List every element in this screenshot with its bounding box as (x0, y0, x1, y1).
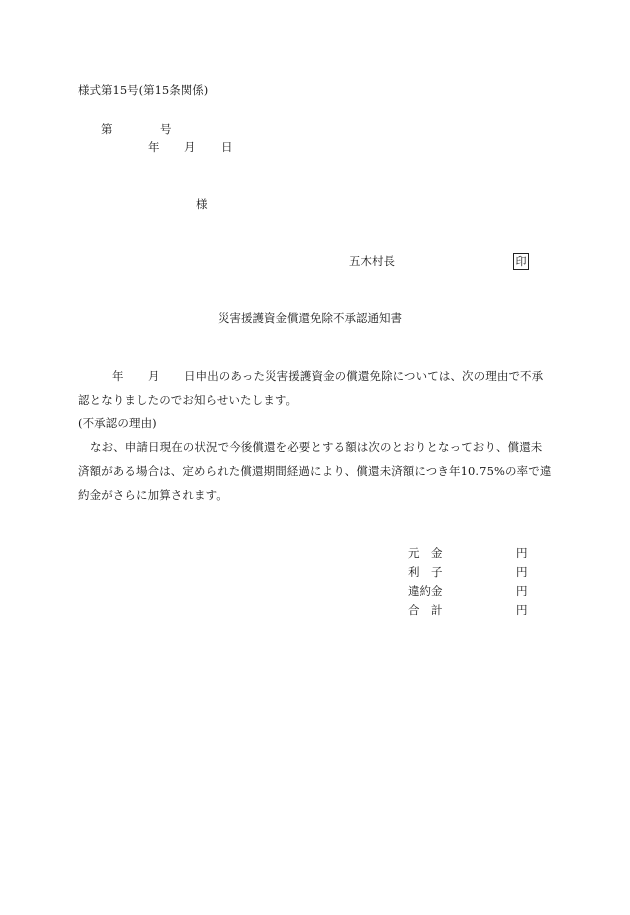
amount-unit-principal: 円 (516, 546, 528, 560)
amount-label-principal: 元 金 (408, 546, 443, 560)
ref-dai: 第 (101, 122, 113, 136)
amount-label-total: 合 計 (408, 603, 443, 617)
reason-line2: 済額がある場合は、定められた償還期間経過により、償還未済額につき年10.75%の率で違 (78, 464, 552, 478)
amount-unit-penalty: 円 (516, 584, 528, 598)
date-day: 日 (221, 140, 233, 154)
date-year: 年 (148, 140, 160, 154)
amount-label-interest: 利 子 (408, 565, 443, 579)
ref-go: 号 (160, 122, 172, 136)
body-line1-year: 年 (112, 369, 124, 383)
addressee-suffix: 様 (196, 197, 208, 211)
body-line1-month: 月 (148, 369, 160, 383)
body-line2: 認となりましたのでお知らせいたします。 (78, 393, 298, 407)
amount-label-penalty: 違約金 (408, 584, 443, 598)
document-title: 災害援護資金償還免除不承認通知書 (218, 311, 402, 325)
form-number-label: 様式第15号(第15条関係) (78, 83, 209, 97)
issuer-name: 五木村長 (349, 254, 395, 268)
date-month: 月 (184, 140, 196, 154)
body-line1-text: 日申出のあった災害援護資金の償還免除については、次の理由で不承 (184, 369, 544, 383)
amount-unit-interest: 円 (516, 565, 528, 579)
reason-heading: (不承認の理由) (78, 416, 157, 430)
amount-unit-total: 円 (516, 603, 528, 617)
reason-line1: なお、申請日現在の状況で今後償還を必要とする額は次のとおりとなっており、償還未 (90, 440, 543, 454)
reason-line3: 約金がさらに加算されます。 (78, 488, 228, 502)
seal-mark: 印 (513, 253, 529, 270)
